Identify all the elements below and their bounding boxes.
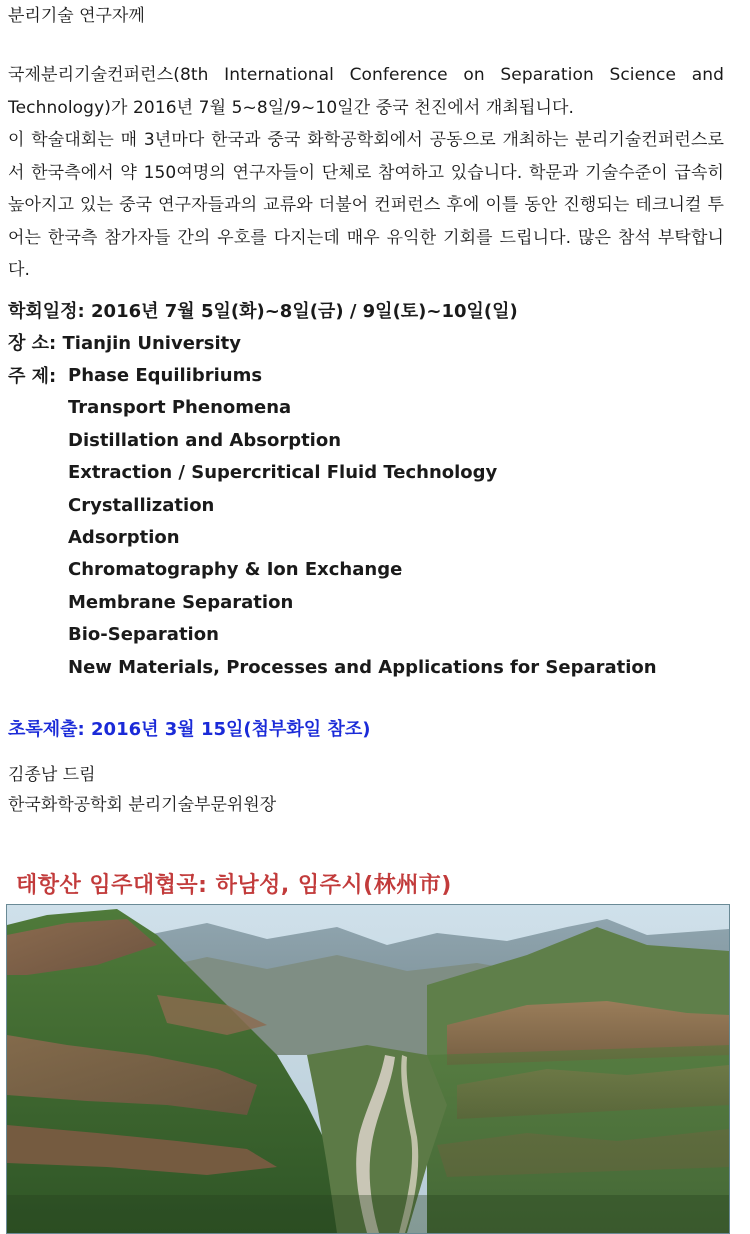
- topics-list: [68, 360, 657, 684]
- topic-item: Extraction / Supercritical Fluid Technology: [68, 462, 498, 484]
- topic-item: Phase Equilibriums: [68, 365, 263, 386]
- topics-label: 주 제:: [8, 365, 57, 387]
- schedule-value: 2016년 7월 5일(화)~8일(금) / 9일(토)~10일(일): [91, 301, 518, 322]
- venue-label: 장 소:: [8, 333, 57, 355]
- topic-item: Distillation and Absorption: [68, 429, 342, 451]
- photo-caption: 태항산 임주대협곡: 하남성, 임주시(林州市): [16, 873, 452, 898]
- venue-row: [8, 328, 518, 360]
- topic-item: Transport Phenomena: [68, 397, 292, 419]
- signature-block: [8, 760, 276, 820]
- topic-item: Membrane Separation: [68, 591, 294, 613]
- canyon-photo: [6, 904, 730, 1234]
- schedule-label: 학회일정:: [8, 301, 85, 322]
- signature-name: 김종남 드림: [8, 765, 96, 785]
- topic-item: Chromatography & Ion Exchange: [68, 559, 403, 581]
- topic-item: Crystallization: [68, 494, 215, 516]
- topic-item: Adsorption: [68, 526, 180, 548]
- abstract-deadline: 초록제출: 2016년 3월 15일(첨부화일 참조): [8, 719, 371, 740]
- topic-item: Bio-Separation: [68, 624, 219, 646]
- topic-item: New Materials, Processes and Applications for Separation: [68, 656, 657, 678]
- greeting: 분리기술 연구자께: [8, 6, 145, 26]
- description-paragraph: 이 학술대회는 매 3년마다 한국과 중국 화학공학회에서 공동으로 개최하는 분리기술컨퍼런스로서 한국측에서 약 150여명의 연구자들이 단체로 참여하고 있습니다. 학문과 기술수준이 급속히 높아지고 있는 중국 연구자들과의 교류와 더불어 컨퍼런스 후에 이틀 동안 진행되는 테크니컬 투어는 한국측 참가자들 간의 우호를 다지는데 매우 유익한 기회를 드립니다. 많은 참석 부탁합니다.: [8, 130, 724, 280]
- canyon-landscape-image: [7, 905, 729, 1233]
- schedule-row: [8, 296, 518, 328]
- intro-paragraph: 국제분리기술컨퍼런스(8th International Conference on Separation Science and Technology)가 2016년 7월 5~8일/9~10일간 중국 천진에서 개최됩니다.: [8, 65, 724, 118]
- signature-title: 한국화학공학회 분리기술부문위원장: [8, 795, 277, 815]
- venue-value: Tianjin University: [62, 333, 242, 355]
